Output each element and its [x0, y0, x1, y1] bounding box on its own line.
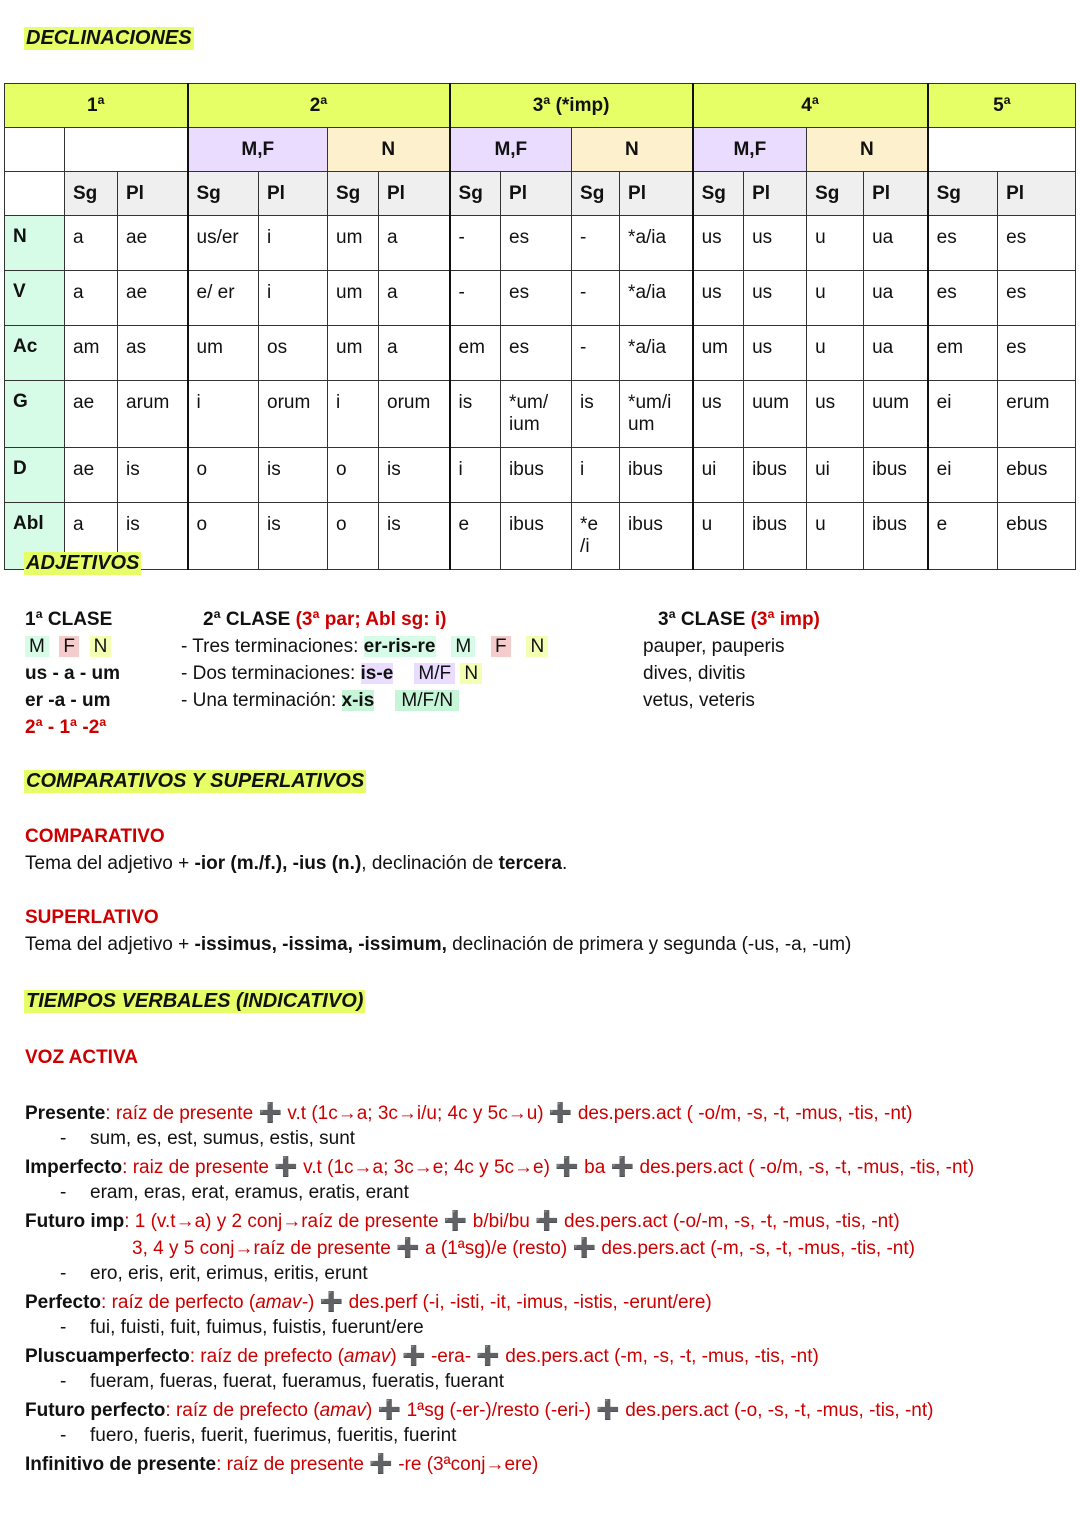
table-cell: ibus	[744, 503, 807, 570]
table-cell: i	[572, 448, 620, 503]
voz-activa-heading: VOZ ACTIVA	[25, 1047, 138, 1068]
rule-text: b/bi/bu	[467, 1211, 536, 1232]
verb-line	[25, 1398, 933, 1422]
verb-line	[90, 1371, 504, 1393]
table-cell: -	[450, 216, 501, 271]
table-cell: o	[188, 448, 259, 503]
rule-text: -era-	[425, 1346, 477, 1367]
table-cell: e/ er	[188, 271, 259, 326]
clase2-l1-bold: er-ris-re	[363, 636, 436, 657]
sg-header: Sg	[928, 172, 998, 216]
gender-n: N	[572, 128, 693, 172]
table-cell: is	[259, 448, 328, 503]
table-cell: i	[328, 381, 379, 448]
verb-line	[90, 1317, 424, 1339]
verb-line	[25, 1101, 913, 1125]
tag-m: M	[451, 636, 475, 657]
sg-header: Sg	[572, 172, 620, 216]
table-cell: i	[450, 448, 501, 503]
superlativo-heading: SUPERLATIVO	[25, 907, 159, 928]
table-cell: ei	[928, 448, 998, 503]
rule-text: : raíz de presente	[105, 1103, 259, 1124]
table-cell: us	[693, 216, 744, 271]
clase1-l1: us - a - um	[25, 663, 121, 684]
table-cell: ibus	[864, 448, 928, 503]
comp-text-b: -ior (m./f.), -ius (n.)	[194, 853, 362, 874]
table-cell: ibus	[620, 503, 693, 570]
tag-n: N	[460, 663, 482, 684]
tense-name: Imperfecto	[25, 1157, 123, 1178]
table-cell: e	[928, 503, 998, 570]
tense-name: Futuro perfecto	[25, 1400, 166, 1421]
table-cell: um	[328, 216, 379, 271]
table-cell: is	[450, 381, 501, 448]
sg-header: Sg	[65, 172, 118, 216]
tense-name: Infinitivo de presente	[25, 1454, 217, 1475]
comparativo-heading: COMPARATIVO	[25, 826, 165, 847]
tag-n: N	[526, 636, 548, 657]
table-cell: i	[188, 381, 259, 448]
table-cell: um	[328, 271, 379, 326]
rule-text: des.pers.act ( -o/m, -s, -t, -mus, -tis, -nt)	[572, 1103, 913, 1124]
table-cell: u	[807, 326, 864, 381]
clase2-l2-text: - Dos terminaciones:	[181, 663, 361, 684]
table-cell: ua	[864, 326, 928, 381]
table-cell: uum	[744, 381, 807, 448]
table-cell: us	[807, 381, 864, 448]
sg-header: Sg	[450, 172, 501, 216]
tag-mfn: M/F/N	[395, 690, 459, 711]
gender-mf: M,F	[188, 128, 328, 172]
comp-text-c: , declinación de	[361, 853, 499, 874]
table-cell: es	[928, 271, 998, 326]
plus-icon: ➕	[596, 1400, 620, 1421]
sg-header: Sg	[328, 172, 379, 216]
table-cell: is	[572, 381, 620, 448]
tag-n: N	[90, 636, 112, 657]
table-cell: uum	[864, 381, 928, 448]
plus-icon: ➕	[402, 1346, 426, 1367]
table-cell: ua	[864, 271, 928, 326]
table-cell: us	[744, 216, 807, 271]
table-cell: a	[65, 271, 118, 326]
plus-icon: ➕	[476, 1346, 501, 1367]
rule-text: v.t (1c→a; 3c→i/u; 4c y 5c→u)	[282, 1103, 549, 1124]
plus-icon: ➕	[572, 1238, 597, 1259]
table-cell: ae	[118, 271, 188, 326]
case-label: G	[5, 381, 65, 448]
example-forms: eram, eras, erat, eramus, eratis, erant	[90, 1182, 409, 1203]
group-3: 3ª (*imp)	[450, 84, 693, 128]
table-cell: arum	[118, 381, 188, 448]
tag-f: F	[491, 636, 511, 657]
group-4: 4ª	[693, 84, 928, 128]
table-cell: ae	[118, 216, 188, 271]
sg-header: Sg	[807, 172, 864, 216]
verb-line	[132, 1236, 915, 1260]
table-cell: ibus	[501, 503, 572, 570]
tag-mf: M/F	[414, 663, 455, 684]
tag-f: F	[59, 636, 79, 657]
rule-text: 1ªsg (-er-)/resto (-eri-)	[401, 1400, 597, 1421]
bullet-dash: ‐	[60, 1425, 67, 1446]
rule-text: des.pers.act (-m, -s, -t, -mus, -tis, -nt)	[596, 1238, 915, 1259]
table-row	[5, 271, 1076, 326]
clase2-l3	[181, 690, 459, 712]
superlativo-text	[25, 934, 851, 956]
table-cell: as	[118, 326, 188, 381]
table-cell: is	[259, 503, 328, 570]
table-cell: um	[328, 326, 379, 381]
rule-text: des.pers.act ( -o/m, -s, -t, -mus, -tis, -nt)	[634, 1157, 975, 1178]
sup-text-a: Tema del adjetivo +	[25, 934, 195, 955]
group-1: 1ª	[5, 84, 188, 128]
clase2-l3-text: - Una terminación:	[181, 690, 342, 711]
table-cell: a	[379, 271, 450, 326]
pl-header: Pl	[501, 172, 572, 216]
verb-line	[90, 1128, 355, 1150]
table-cell: os	[259, 326, 328, 381]
table-row	[5, 503, 1076, 570]
pl-header: Pl	[864, 172, 928, 216]
clase2-l3-bold: x-is	[341, 690, 375, 711]
rule-text: 3, 4 y 5 conj→raíz de presente	[132, 1238, 397, 1259]
table-row	[5, 448, 1076, 503]
verb-line	[25, 1155, 974, 1179]
table-cell: -	[450, 271, 501, 326]
table-cell: es	[998, 216, 1076, 271]
sup-text-c: declinación de primera y segunda (-us, -a, -um)	[446, 934, 852, 955]
table-cell: ebus	[998, 503, 1076, 570]
table-cell: is	[379, 448, 450, 503]
clase3-paren: (3ª imp)	[750, 609, 820, 630]
example-forms: sum, es, est, sumus, estis, sunt	[90, 1128, 356, 1149]
rule-text: )	[366, 1400, 378, 1421]
clase3-title-line	[658, 609, 820, 631]
rule-text: : 1 (v.t→a) y 2 conj→raíz de presente	[124, 1211, 444, 1232]
table-cell: is	[118, 503, 188, 570]
clase2-l2	[181, 663, 482, 685]
group-2: 2ª	[188, 84, 450, 128]
clase3-l1: pauper, pauperis	[643, 636, 785, 657]
verb-line	[25, 1290, 712, 1314]
verb-line	[90, 1263, 368, 1285]
table-cell: es	[501, 216, 572, 271]
table-row	[5, 326, 1076, 381]
tense-name: Futuro imp	[25, 1211, 125, 1232]
plus-icon: ➕	[555, 1157, 579, 1178]
comp-title: COMPARATIVOS Y SUPERLATIVOS	[26, 770, 365, 792]
table-cell: *a/ia	[620, 326, 693, 381]
table-cell: u	[807, 503, 864, 570]
rule-text: : raíz de perfecto (	[101, 1292, 256, 1313]
table-cell: es	[501, 271, 572, 326]
rule-text: : raíz de presente	[216, 1454, 370, 1475]
pl-header: Pl	[379, 172, 450, 216]
table-cell: u	[693, 503, 744, 570]
case-label: V	[5, 271, 65, 326]
rule-text: amav	[343, 1346, 391, 1367]
table-cell: us	[693, 271, 744, 326]
tense-name: Pluscuamperfecto	[25, 1346, 190, 1367]
case-label: Ac	[5, 326, 65, 381]
table-cell: -	[572, 326, 620, 381]
bullet-dash: ‐	[60, 1182, 67, 1203]
rule-text: des.pers.act (-o, -s, -t, -mus, -tis, -nt)	[619, 1400, 934, 1421]
rule-text: amav	[319, 1400, 367, 1421]
plus-icon: ➕	[258, 1103, 283, 1124]
adjetivos-title: ADJETIVOS	[26, 552, 140, 574]
table-cell: um	[188, 326, 259, 381]
sg-header: Sg	[693, 172, 744, 216]
gender-mf: M,F	[450, 128, 572, 172]
gender-n: N	[328, 128, 450, 172]
table-cell: o	[328, 448, 379, 503]
table-cell: i	[259, 216, 328, 271]
plus-icon: ➕	[610, 1157, 635, 1178]
example-forms: fuero, fueris, fuerit, fuerimus, fueritis, fuerint	[90, 1425, 457, 1446]
table-cell: *e /i	[572, 503, 620, 570]
plus-icon: ➕	[443, 1211, 468, 1232]
plus-icon: ➕	[377, 1400, 402, 1421]
table-cell: e	[450, 503, 501, 570]
table-cell: is	[379, 503, 450, 570]
plus-icon: ➕	[369, 1454, 393, 1475]
table-cell: *um/ ium	[501, 381, 572, 448]
bullet-dash: ‐	[60, 1263, 67, 1284]
table-cell: ibus	[864, 503, 928, 570]
rule-text: -re (3ªconj→ere)	[392, 1454, 539, 1475]
clase2-title: 2ª CLASE	[203, 609, 291, 630]
rule-text: a (1ªsg)/e (resto)	[419, 1238, 573, 1259]
clase3-l2: dives, divitis	[643, 663, 746, 684]
table-cell: a	[379, 216, 450, 271]
table-cell: em	[928, 326, 998, 381]
example-forms: ero, eris, erit, erimus, eritis, erunt	[90, 1263, 368, 1284]
verb-line	[25, 1344, 819, 1368]
case-label: N	[5, 216, 65, 271]
table-cell: -	[572, 216, 620, 271]
sg-header: Sg	[188, 172, 259, 216]
plus-icon: ➕	[535, 1211, 559, 1232]
rule-text: )	[308, 1292, 320, 1313]
clase2-title-line	[203, 609, 447, 631]
table-cell: a	[65, 216, 118, 271]
table-cell: a	[65, 503, 118, 570]
table-row	[5, 381, 1076, 448]
rule-text: : raíz de prefecto (	[189, 1346, 344, 1367]
table-cell: -	[572, 271, 620, 326]
rule-text: v.t (1c→a; 3c→e; 4c y 5c→e)	[297, 1157, 556, 1178]
table-cell: orum	[379, 381, 450, 448]
rule-text: )	[390, 1346, 402, 1367]
table-cell: es	[501, 326, 572, 381]
table-cell: em	[450, 326, 501, 381]
table-cell: us	[744, 326, 807, 381]
table-cell: ei	[928, 381, 998, 448]
comp-text-e: .	[562, 853, 568, 874]
table-cell: a	[379, 326, 450, 381]
clase1-genders	[25, 636, 111, 658]
table-cell: u	[807, 216, 864, 271]
table-cell: um	[693, 326, 744, 381]
table-cell: *a/ia	[620, 216, 693, 271]
table-cell: ae	[65, 448, 118, 503]
table-cell: us/er	[188, 216, 259, 271]
pl-header: Pl	[118, 172, 188, 216]
verbos-title: TIEMPOS VERBALES (INDICATIVO)	[26, 990, 364, 1012]
gender-n: N	[807, 128, 928, 172]
plus-icon: ➕	[274, 1157, 298, 1178]
table-cell: *a/ia	[620, 271, 693, 326]
clase2-l1-text: - Tres terminaciones:	[181, 636, 364, 657]
rule-text: des.perf (-i, -isti, -it, -imus, -istis, -erunt/ere)	[343, 1292, 712, 1313]
verb-line	[90, 1425, 456, 1447]
table-cell: *um/i um	[620, 381, 693, 448]
pl-header: Pl	[620, 172, 693, 216]
bullet-dash: ‐	[60, 1317, 67, 1338]
page-title: DECLINACIONES	[26, 27, 192, 49]
table-cell: is	[118, 448, 188, 503]
clase2-l1	[181, 636, 548, 658]
table-cell: ibus	[501, 448, 572, 503]
table-row	[5, 216, 1076, 271]
table-cell: u	[807, 271, 864, 326]
table-cell: us	[693, 381, 744, 448]
table-cell: es	[998, 271, 1076, 326]
table-cell: o	[328, 503, 379, 570]
table-cell: am	[65, 326, 118, 381]
table-cell: orum	[259, 381, 328, 448]
table-cell: ui	[807, 448, 864, 503]
table-cell: ui	[693, 448, 744, 503]
clase1-l2: er -a - um	[25, 690, 111, 711]
tense-name: Presente	[25, 1103, 106, 1124]
comp-text-d: tercera	[498, 853, 562, 874]
verb-line	[25, 1209, 900, 1233]
table-cell: ae	[65, 381, 118, 448]
table-cell: i	[259, 271, 328, 326]
bullet-dash: ‐	[60, 1128, 67, 1149]
verb-line	[25, 1452, 538, 1476]
tense-name: Perfecto	[25, 1292, 102, 1313]
table-cell: us	[744, 271, 807, 326]
comp-text-a: Tema del adjetivo +	[25, 853, 195, 874]
rule-text: : raíz de prefecto (	[165, 1400, 320, 1421]
rule-text: ba	[578, 1157, 611, 1178]
gender-mf: M,F	[693, 128, 807, 172]
pl-header: Pl	[998, 172, 1076, 216]
rule-text: des.pers.act (-m, -s, -t, -mus, -tis, -nt)	[500, 1346, 819, 1367]
tag-m: M	[25, 636, 49, 657]
case-label: D	[5, 448, 65, 503]
group-5: 5ª	[928, 84, 1076, 128]
bullet-dash: ‐	[60, 1371, 67, 1392]
table-cell: o	[188, 503, 259, 570]
rule-text: : raiz de presente	[122, 1157, 275, 1178]
plus-icon: ➕	[548, 1103, 573, 1124]
clase1-l3: 2ª - 1ª -2ª	[25, 717, 107, 738]
rule-text: des.pers.act (-o/-m, -s, -t, -mus, -tis, -nt)	[558, 1211, 900, 1232]
declension-table	[4, 83, 1076, 570]
table-cell: erum	[998, 381, 1076, 448]
rule-text: amav-	[255, 1292, 309, 1313]
example-forms: fui, fuisti, fuit, fuimus, fuistis, fuerunt/ere	[90, 1317, 424, 1338]
plus-icon: ➕	[319, 1292, 344, 1313]
table-cell: ibus	[744, 448, 807, 503]
clase3-l3: vetus, veteris	[643, 690, 755, 711]
case-label: Abl	[5, 503, 65, 570]
table-cell: ua	[864, 216, 928, 271]
example-forms: fueram, fueras, fuerat, fueramus, fueratis, fuerant	[90, 1371, 504, 1392]
clase2-paren: (3ª par; Abl sg: i)	[295, 609, 447, 630]
table-cell: ebus	[998, 448, 1076, 503]
table-cell: es	[928, 216, 998, 271]
pl-header: Pl	[744, 172, 807, 216]
comparativo-text	[25, 853, 567, 875]
clase3-title: 3ª CLASE	[658, 609, 746, 630]
pl-header: Pl	[259, 172, 328, 216]
table-cell: es	[998, 326, 1076, 381]
sup-text-b: -issimus, -issima, -issimum,	[194, 934, 447, 955]
plus-icon: ➕	[396, 1238, 420, 1259]
clase1-title: 1ª CLASE	[25, 609, 113, 630]
table-cell: ibus	[620, 448, 693, 503]
clase2-l2-bold: is-e	[360, 663, 394, 684]
verb-line	[90, 1182, 409, 1204]
